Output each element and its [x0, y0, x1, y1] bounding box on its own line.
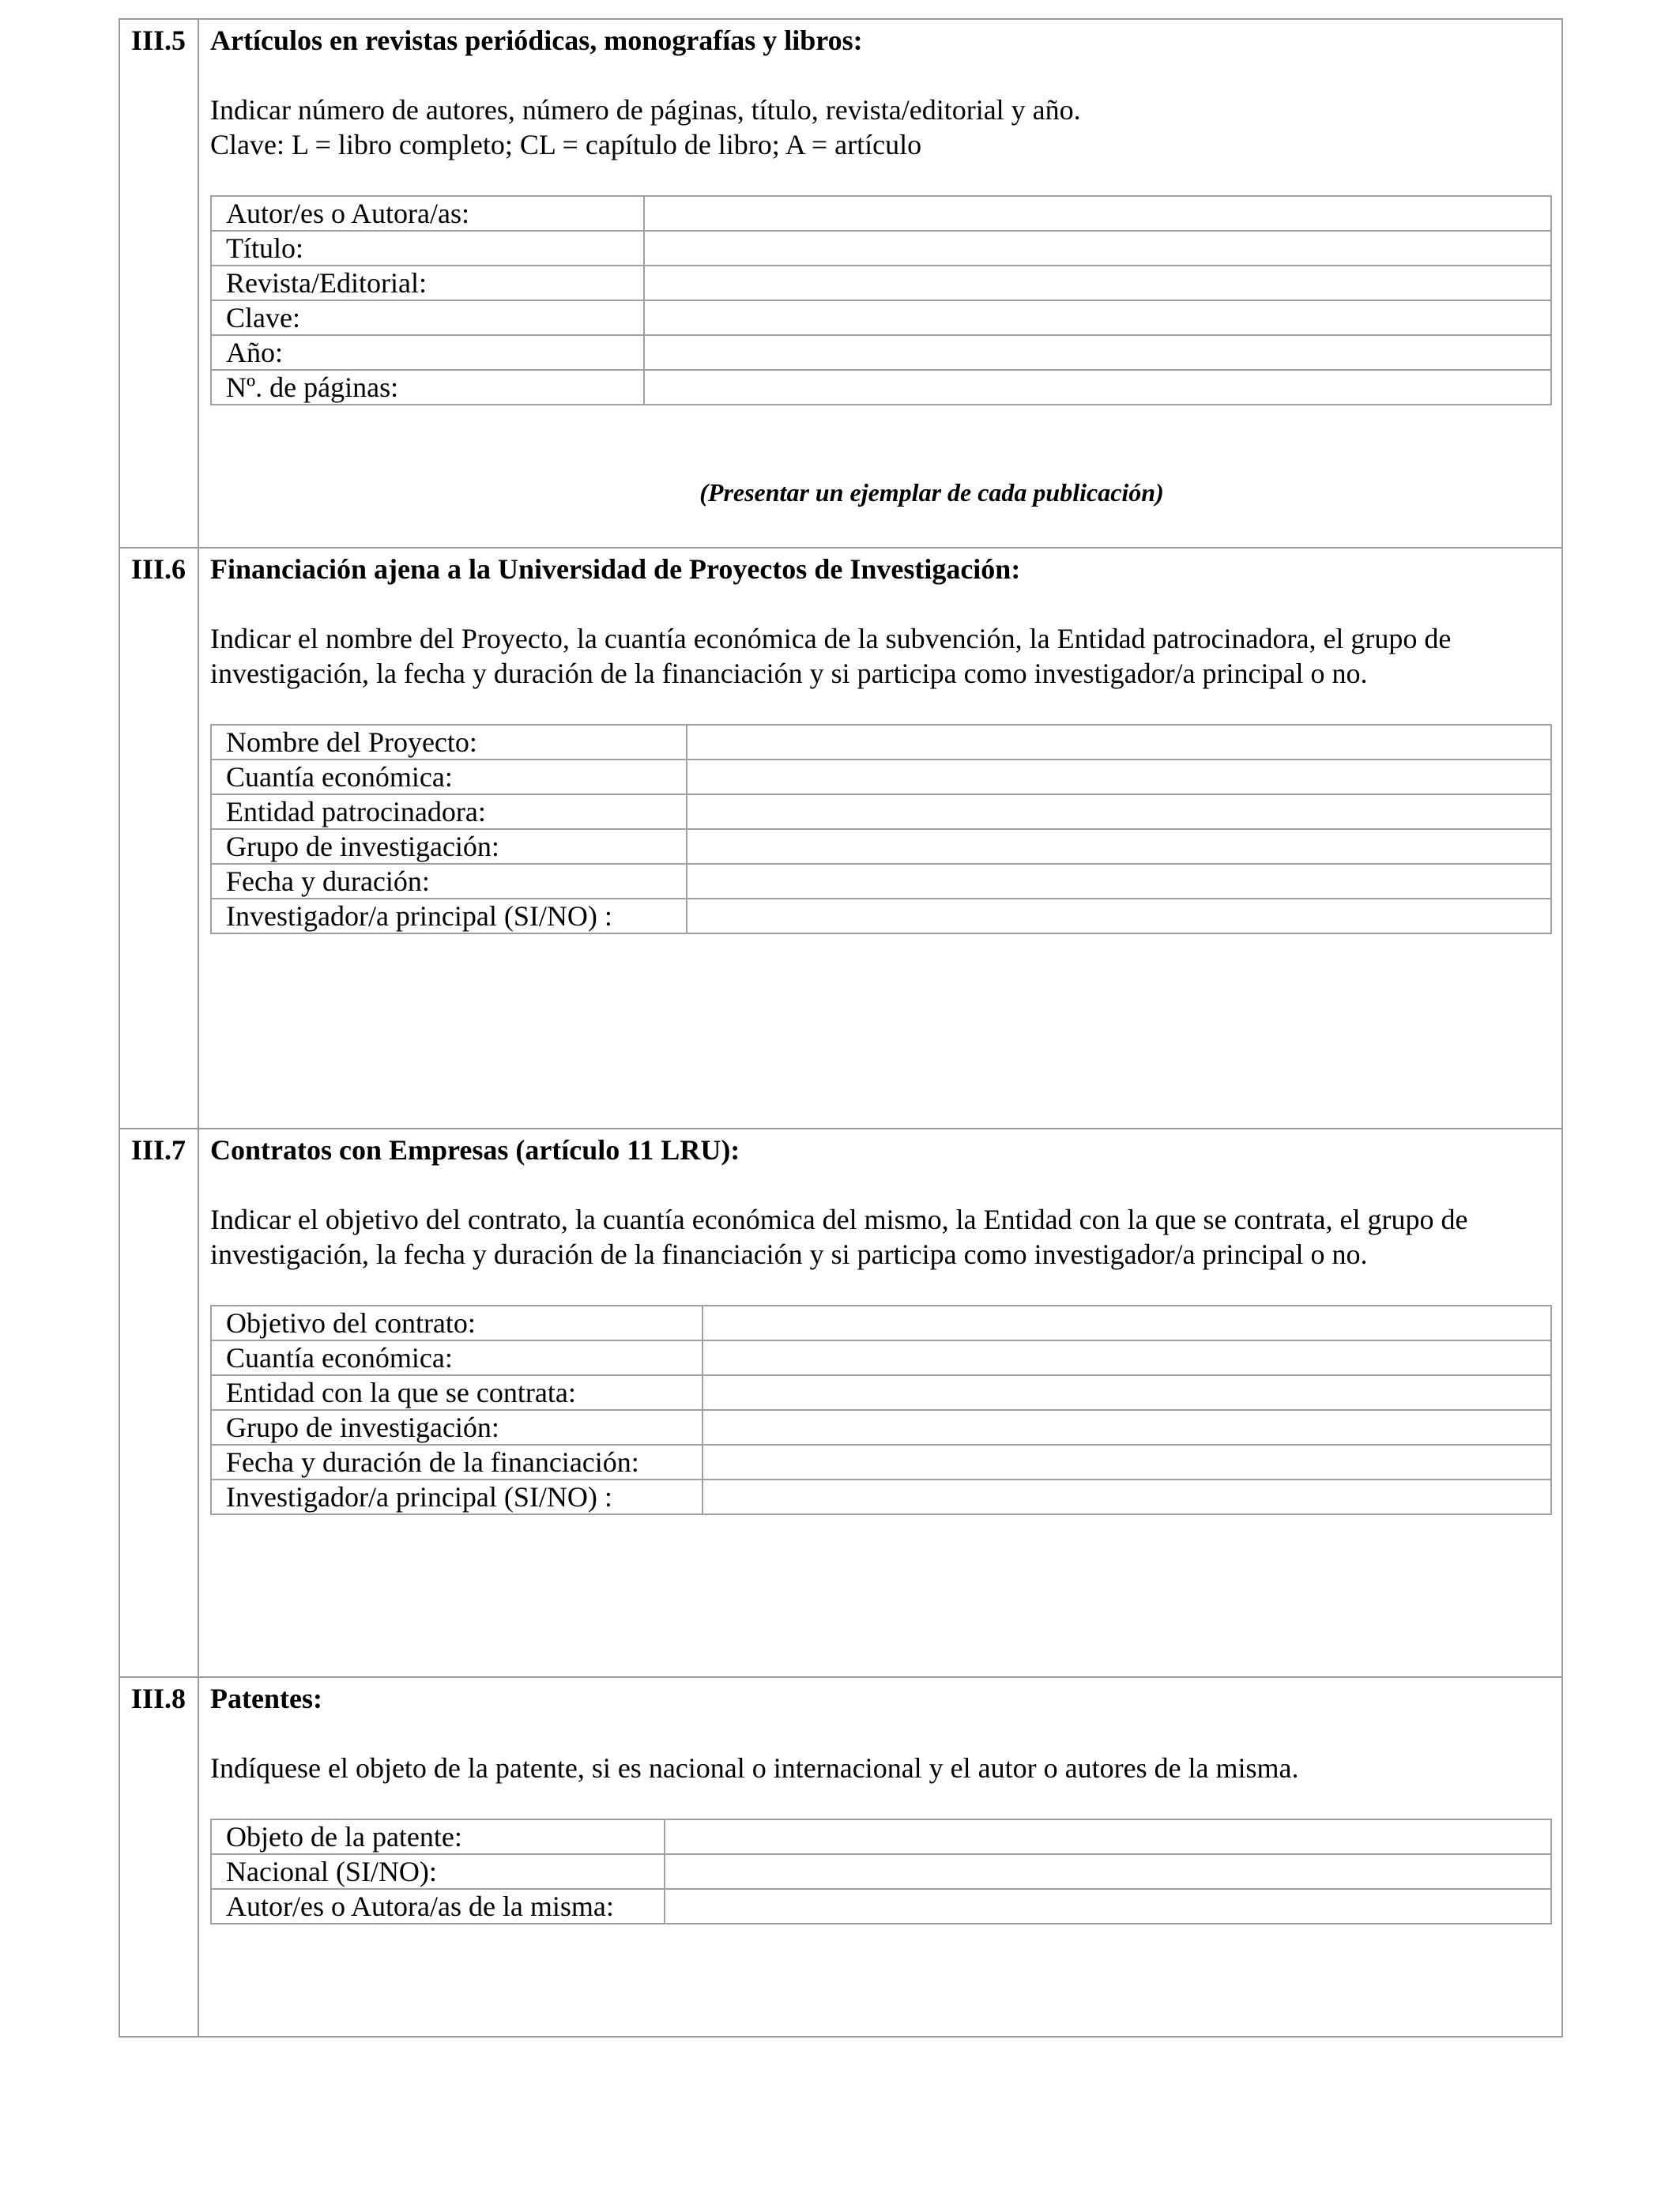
field-value-date-duration[interactable] [703, 1445, 1551, 1480]
fields-table [210, 195, 1552, 405]
section-body [199, 548, 1561, 934]
description-line: Indíquese el objeto de la patente, si es nacional o internacional y el autor o autores de la misma. [210, 1752, 1299, 1784]
section-title: Patentes: [210, 1683, 322, 1714]
field-value-journal[interactable] [644, 266, 1551, 300]
field-value-title[interactable] [644, 231, 1551, 266]
field-row [211, 1819, 1551, 1854]
field-row [211, 266, 1551, 300]
field-row [211, 1410, 1551, 1445]
field-label: Fecha y duración de la financiación: [211, 1445, 703, 1480]
field-row [211, 335, 1551, 370]
field-row [211, 1306, 1551, 1340]
field-value-research-group[interactable] [687, 829, 1551, 864]
field-label: Fecha y duración: [211, 864, 687, 899]
field-value-contract-objective[interactable] [703, 1306, 1551, 1340]
field-row [211, 760, 1551, 794]
field-row [211, 196, 1551, 231]
field-label: Grupo de investigación: [211, 1410, 703, 1445]
field-value-sponsor[interactable] [687, 794, 1551, 829]
field-label: Título: [211, 231, 644, 266]
section-description [210, 92, 1550, 162]
field-value-patent-authors[interactable] [665, 1889, 1551, 1924]
field-label: Grupo de investigación: [211, 829, 687, 864]
section-iii-7 [119, 1128, 1563, 1678]
field-label: Cuantía económica: [211, 760, 687, 794]
section-number: III.8 [120, 1678, 199, 2036]
field-label: Revista/Editorial: [211, 266, 644, 300]
field-label: Entidad patrocinadora: [211, 794, 687, 829]
section-body [199, 20, 1561, 510]
field-value-authors[interactable] [644, 196, 1551, 231]
field-label: Investigador/a principal (SI/NO) : [211, 899, 687, 933]
description-line: Indicar el objetivo del contrato, la cuantía económica del mismo, la Entidad con la que se contrata, el grupo de investigación, la fecha y duración de la financiación y si participa como investigador/a principal o no. [210, 1204, 1468, 1270]
field-row [211, 725, 1551, 760]
field-value-year[interactable] [644, 335, 1551, 370]
field-value-principal-investigator[interactable] [703, 1480, 1551, 1514]
section-body [199, 1129, 1561, 1515]
field-row [211, 1340, 1551, 1375]
section-iii-6 [119, 547, 1563, 1129]
field-value-amount[interactable] [687, 760, 1551, 794]
fields-table [210, 724, 1552, 934]
field-row [211, 829, 1551, 864]
section-number: III.6 [120, 548, 199, 1128]
description-line: Indicar el nombre del Proyecto, la cuantía económica de la subvención, la Entidad patrocinadora, el grupo de investigación, la fecha y duración de la financiación y si participa como investigador/a principal o no. [210, 623, 1452, 689]
fields-table [210, 1305, 1552, 1515]
section-number: III.7 [120, 1129, 199, 1676]
section-description [210, 1751, 1550, 1785]
fields-table [210, 1819, 1552, 1924]
section-title: Contratos con Empresas (artículo 11 LRU): [210, 1134, 740, 1166]
field-value-pages[interactable] [644, 370, 1551, 405]
field-label: Autor/es o Autora/as de la misma: [211, 1889, 665, 1924]
field-label: Objetivo del contrato: [211, 1306, 703, 1340]
field-row [211, 794, 1551, 829]
field-row [211, 370, 1551, 405]
field-row [211, 899, 1551, 933]
section-title: Financiación ajena a la Universidad de Proyectos de Investigación: [210, 553, 1021, 585]
field-label: Nombre del Proyecto: [211, 725, 687, 760]
field-row [211, 1854, 1551, 1889]
section-number: III.5 [120, 20, 199, 547]
field-value-principal-investigator[interactable] [687, 899, 1551, 933]
description-line: Clave: L = libro completo; CL = capítulo de libro; A = artículo [210, 129, 922, 160]
field-label: Entidad con la que se contrata: [211, 1375, 703, 1410]
field-value-contracting-entity[interactable] [703, 1375, 1551, 1410]
field-label: Autor/es o Autora/as: [211, 196, 644, 231]
description-line: Indicar número de autores, número de páginas, título, revista/editorial y año. [210, 94, 1081, 126]
field-label: Clave: [211, 300, 644, 335]
section-iii-8 [119, 1676, 1563, 2038]
form-sections [119, 18, 1563, 2038]
section-title: Artículos en revistas periódicas, monografías y libros: [210, 25, 863, 56]
field-value-national[interactable] [665, 1854, 1551, 1889]
field-row [211, 1375, 1551, 1410]
section-iii-5 [119, 18, 1563, 548]
field-label: Año: [211, 335, 644, 370]
field-label: Objeto de la patente: [211, 1819, 665, 1854]
field-row [211, 300, 1551, 335]
field-row [211, 231, 1551, 266]
field-value-amount[interactable] [703, 1340, 1551, 1375]
field-row [211, 1445, 1551, 1480]
field-value-key[interactable] [644, 300, 1551, 335]
section-note: (Presentar un ejemplar de cada publicación) [699, 478, 1164, 507]
field-label: Nacional (SI/NO): [211, 1854, 665, 1889]
field-row [211, 864, 1551, 899]
field-row [211, 1889, 1551, 1924]
field-value-patent-object[interactable] [665, 1819, 1551, 1854]
field-row [211, 1480, 1551, 1514]
section-description [210, 621, 1550, 691]
field-label: Investigador/a principal (SI/NO) : [211, 1480, 703, 1514]
field-label: Nº. de páginas: [211, 370, 644, 405]
section-description [210, 1202, 1550, 1272]
field-value-project-name[interactable] [687, 725, 1551, 760]
field-value-date-duration[interactable] [687, 864, 1551, 899]
field-label: Cuantía económica: [211, 1340, 703, 1375]
field-value-research-group[interactable] [703, 1410, 1551, 1445]
section-body [199, 1678, 1561, 1924]
